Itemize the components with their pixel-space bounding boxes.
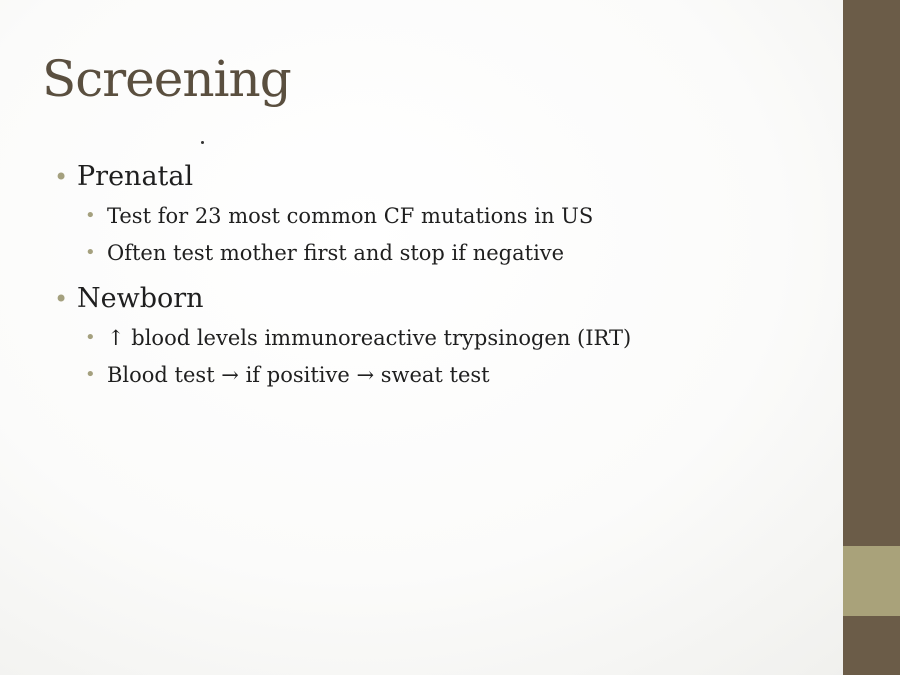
stray-dot: [201, 141, 204, 144]
section-newborn: [52, 280, 822, 318]
bullet-icon: •: [85, 205, 96, 226]
list-item: [52, 200, 822, 237]
slide-title: Screening: [42, 50, 291, 108]
bullet-icon: •: [54, 285, 69, 313]
sidebar-accent-block: [843, 546, 900, 616]
list-item: [52, 237, 822, 274]
bullet-icon: •: [85, 242, 96, 263]
list-item-text: Blood test → if positive → sweat test: [107, 363, 490, 387]
section-prenatal: [52, 158, 822, 196]
list-item: [52, 359, 822, 396]
bullet-icon: •: [85, 327, 96, 348]
list-item-text: ↑ blood levels immunoreactive trypsinogen (IRT): [107, 326, 632, 350]
bullet-icon: •: [85, 364, 96, 385]
section-heading-newborn: Newborn: [77, 283, 204, 314]
list-item: [52, 322, 822, 359]
list-item-text: Often test mother first and stop if negative: [107, 241, 565, 265]
slide-content: [52, 158, 822, 396]
bullet-icon: •: [54, 163, 69, 191]
section-heading-prenatal: Prenatal: [77, 161, 194, 192]
list-item-text: Test for 23 most common CF mutations in US: [107, 204, 594, 228]
